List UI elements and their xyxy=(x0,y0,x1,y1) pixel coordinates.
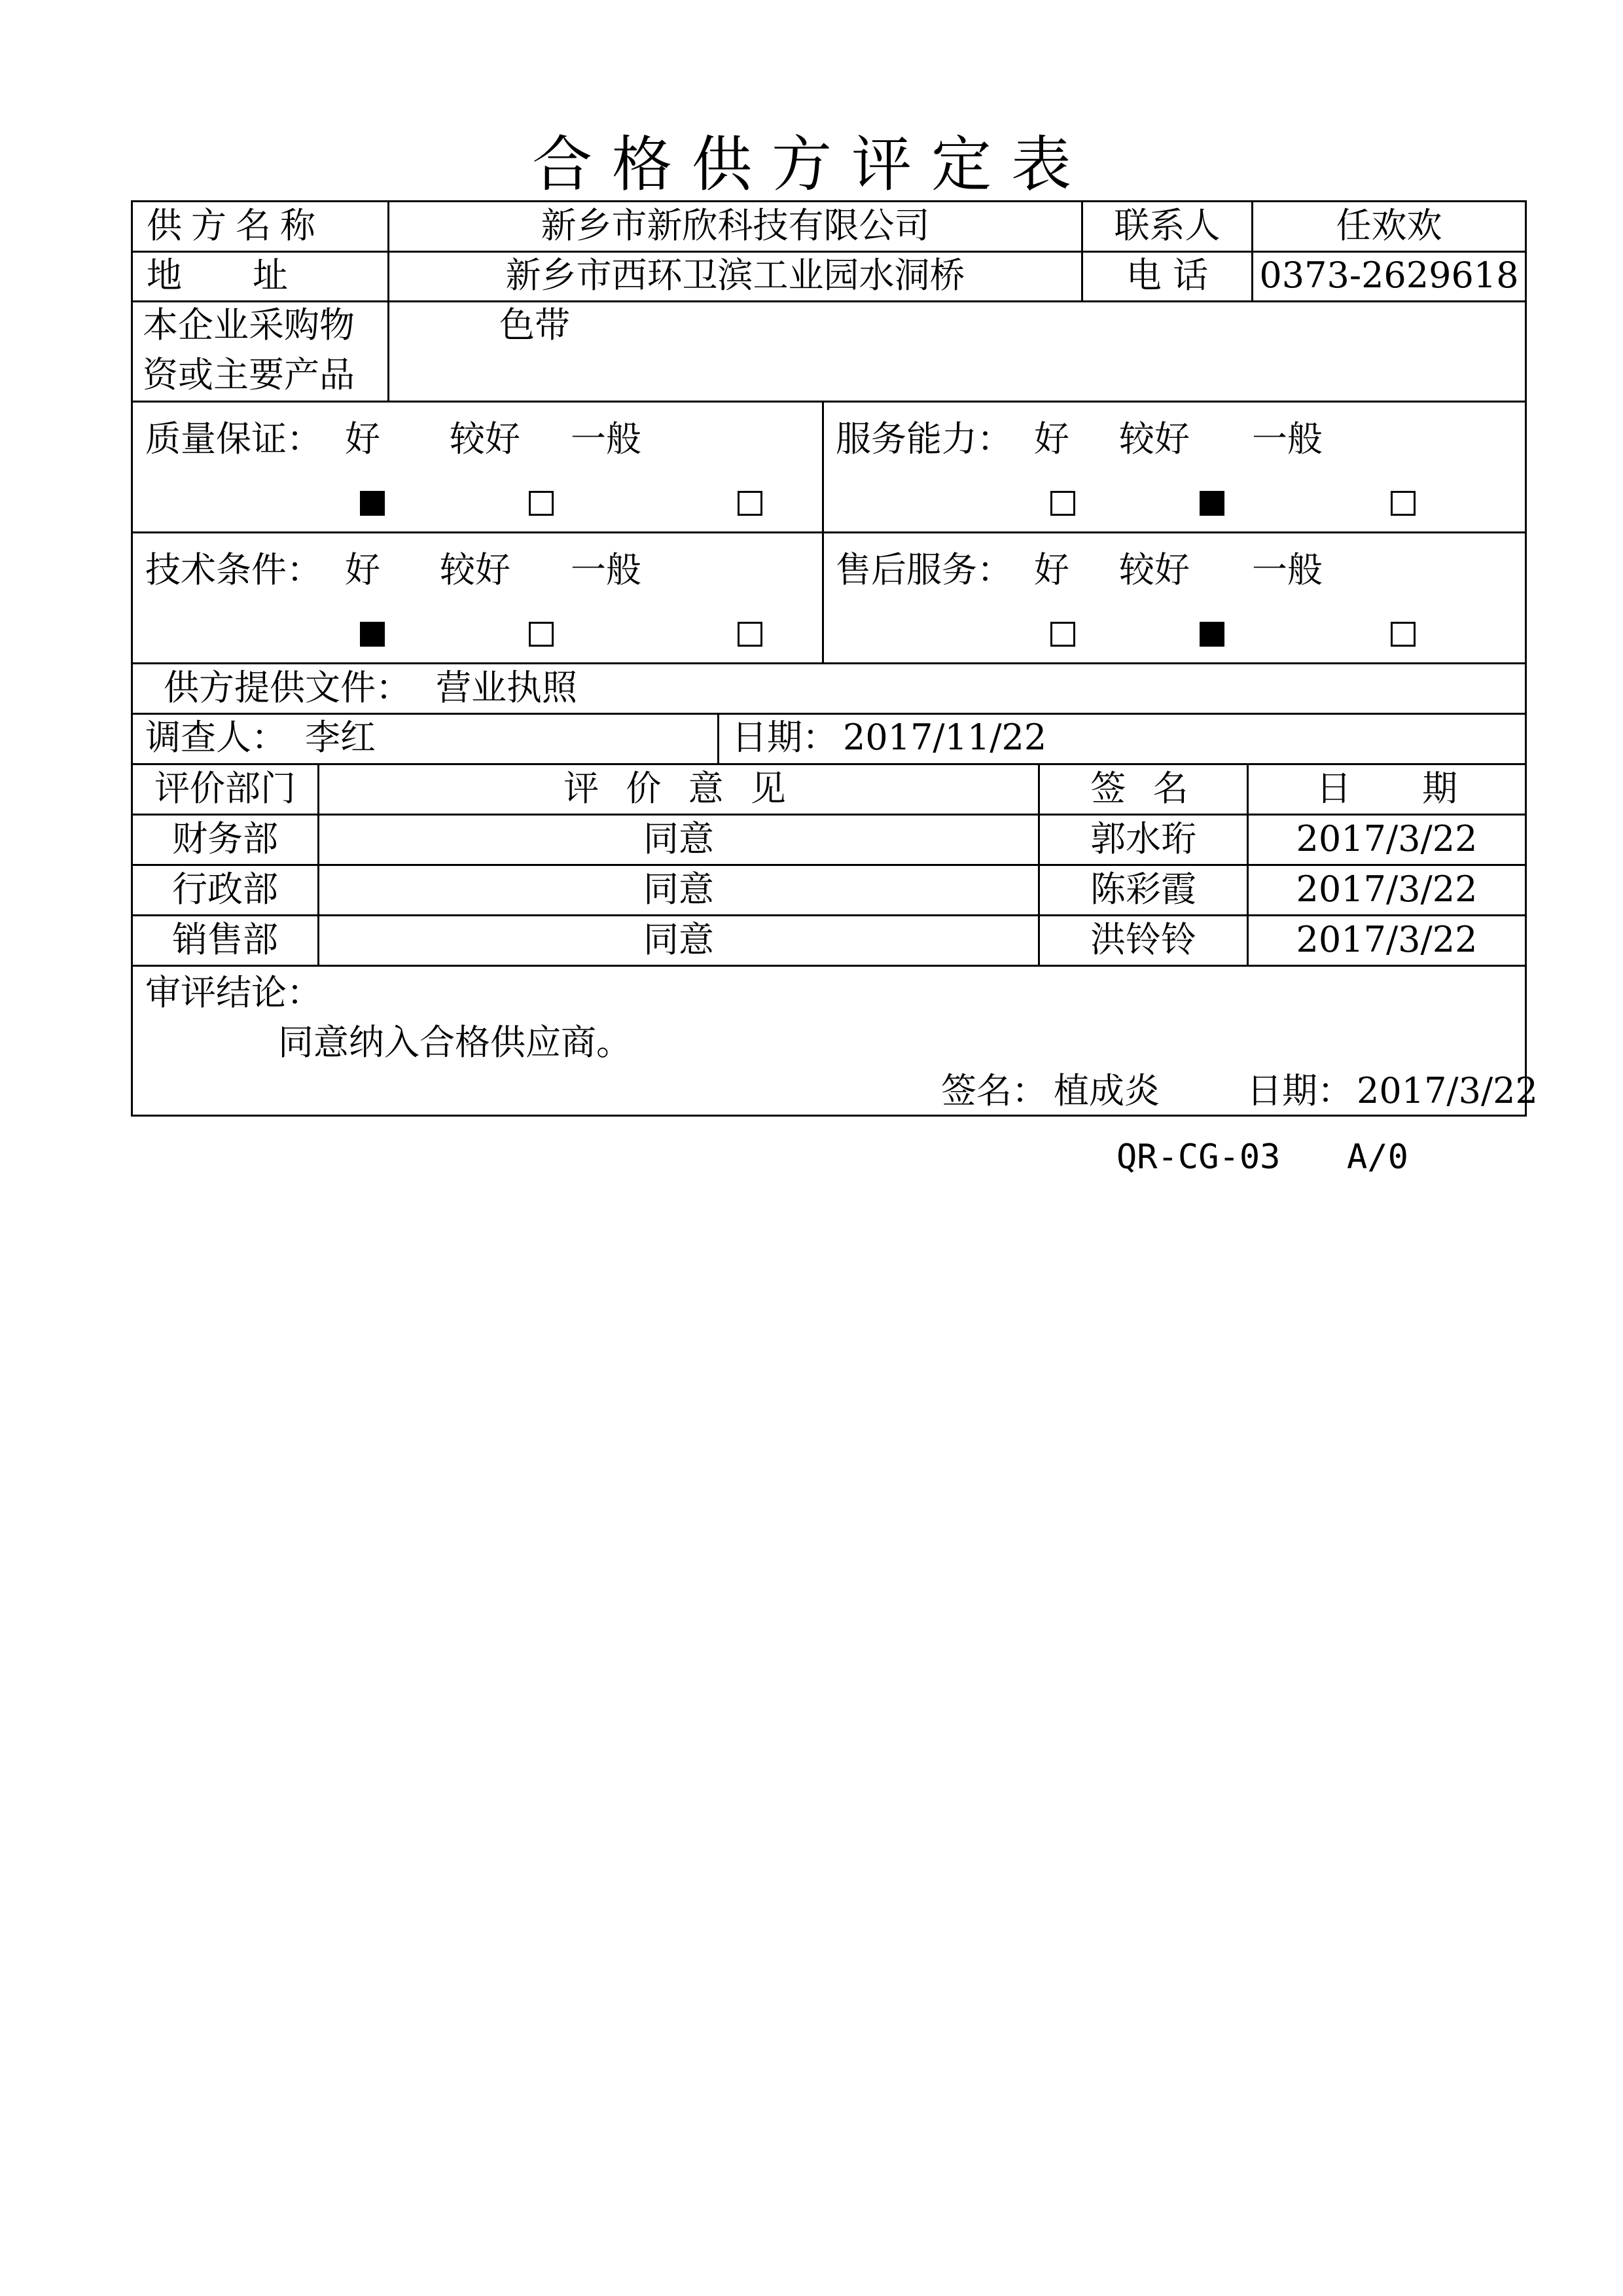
technical-label: 技术条件： xyxy=(145,549,322,590)
option-average: 一般 xyxy=(1252,418,1323,459)
rule xyxy=(131,864,1525,866)
date-cell: 2017/3/22 xyxy=(1296,869,1478,910)
date-cell: 2017/3/22 xyxy=(1296,818,1478,859)
opinion-cell: 同意 xyxy=(643,919,714,960)
supplier-name-label: 供方名称 xyxy=(147,205,325,246)
option-average: 一般 xyxy=(571,418,641,459)
opinion-cell: 同意 xyxy=(643,818,714,859)
quality-good-checkbox[interactable] xyxy=(360,491,385,516)
products-value: 色带 xyxy=(499,304,570,346)
rule xyxy=(822,401,824,662)
investigation-date: 2017/11/22 xyxy=(843,717,1047,758)
form-revision: A/0 xyxy=(1347,1138,1408,1177)
option-good: 好 xyxy=(345,418,380,459)
supplier-name: 新乡市新欣科技有限公司 xyxy=(541,205,930,246)
quality-label: 质量保证： xyxy=(145,418,322,459)
products-label-line2: 资或主要产品 xyxy=(143,354,355,395)
rule xyxy=(131,251,1525,253)
documents-value: 营业执照 xyxy=(436,667,577,708)
option-good: 好 xyxy=(1034,418,1069,459)
dept-header: 评价部门 xyxy=(154,768,296,809)
service-label: 服务能力： xyxy=(836,418,1012,459)
rule xyxy=(131,965,1525,967)
conclusion-signer: 植成炎 xyxy=(1054,1070,1160,1111)
option-average: 一般 xyxy=(1252,549,1323,590)
rule xyxy=(131,914,1525,916)
date-cell: 2017/3/22 xyxy=(1296,919,1478,960)
conclusion-text: 同意纳入合格供应商。 xyxy=(278,1022,632,1063)
address-label: 地 址 xyxy=(147,255,288,296)
aftersales-good-checkbox[interactable] xyxy=(1050,622,1075,647)
option-good: 好 xyxy=(1034,549,1069,590)
rule xyxy=(131,814,1525,816)
aftersales-fairly-good-checkbox[interactable] xyxy=(1200,622,1224,647)
contact-value: 任欢欢 xyxy=(1336,205,1442,246)
aftersales-label: 售后服务： xyxy=(836,549,1012,590)
documents-label: 供方提供文件： xyxy=(164,667,411,708)
quality-fairly-good-checkbox[interactable] xyxy=(529,491,554,516)
conclusion-date-label: 日期： xyxy=(1247,1070,1353,1111)
contact-label: 联系人 xyxy=(1114,205,1221,246)
investigator-label: 调查人： xyxy=(145,717,287,758)
rule xyxy=(131,300,1525,302)
rule xyxy=(131,713,1525,715)
page-title: 合格供方评定表 xyxy=(531,130,1091,200)
rule xyxy=(131,200,1525,202)
rule xyxy=(131,200,133,1117)
signature-cell: 洪铃铃 xyxy=(1090,919,1196,960)
quality-average-checkbox[interactable] xyxy=(738,491,762,516)
rule xyxy=(131,763,1525,765)
phone-value: 0373-2629618 xyxy=(1259,255,1519,296)
opinion-header: 评 价 意 见 xyxy=(563,768,794,809)
rule xyxy=(717,713,719,763)
option-fairly-good: 较好 xyxy=(450,418,520,459)
technical-fairly-good-checkbox[interactable] xyxy=(529,622,554,647)
conclusion-sign-label: 签名： xyxy=(941,1070,1047,1111)
dept-cell: 销售部 xyxy=(172,919,278,960)
dept-cell: 行政部 xyxy=(172,869,278,910)
form-code: QR-CG-03 xyxy=(1116,1138,1281,1177)
phone-label: 电 话 xyxy=(1126,255,1209,296)
option-fairly-good: 较好 xyxy=(440,549,510,590)
investigator-value: 李红 xyxy=(305,717,376,758)
opinion-cell: 同意 xyxy=(643,869,714,910)
products-label-line1: 本企业采购物 xyxy=(143,304,355,346)
dept-cell: 财务部 xyxy=(172,818,278,859)
signature-cell: 陈彩霞 xyxy=(1090,869,1196,910)
rule xyxy=(131,1115,1527,1117)
technical-average-checkbox[interactable] xyxy=(738,622,762,647)
aftersales-average-checkbox[interactable] xyxy=(1391,622,1416,647)
conclusion-label: 审评结论： xyxy=(145,972,322,1013)
service-good-checkbox[interactable] xyxy=(1050,491,1075,516)
rule xyxy=(131,531,1525,533)
service-fairly-good-checkbox[interactable] xyxy=(1200,491,1224,516)
rule xyxy=(1525,200,1527,1117)
conclusion-date: 2017/3/22 xyxy=(1357,1070,1538,1111)
option-fairly-good: 较好 xyxy=(1119,418,1190,459)
technical-good-checkbox[interactable] xyxy=(360,622,385,647)
rule xyxy=(131,662,1525,664)
option-fairly-good: 较好 xyxy=(1119,549,1190,590)
date-header: 日 期 xyxy=(1316,768,1457,809)
option-average: 一般 xyxy=(571,549,641,590)
signature-cell: 郭水珩 xyxy=(1090,818,1196,859)
rule xyxy=(131,401,1525,403)
address-value: 新乡市西环卫滨工业园水洞桥 xyxy=(505,255,965,296)
option-good: 好 xyxy=(345,549,380,590)
signature-header: 签 名 xyxy=(1090,768,1196,809)
service-average-checkbox[interactable] xyxy=(1391,491,1416,516)
investigation-date-label: 日期： xyxy=(732,717,838,758)
